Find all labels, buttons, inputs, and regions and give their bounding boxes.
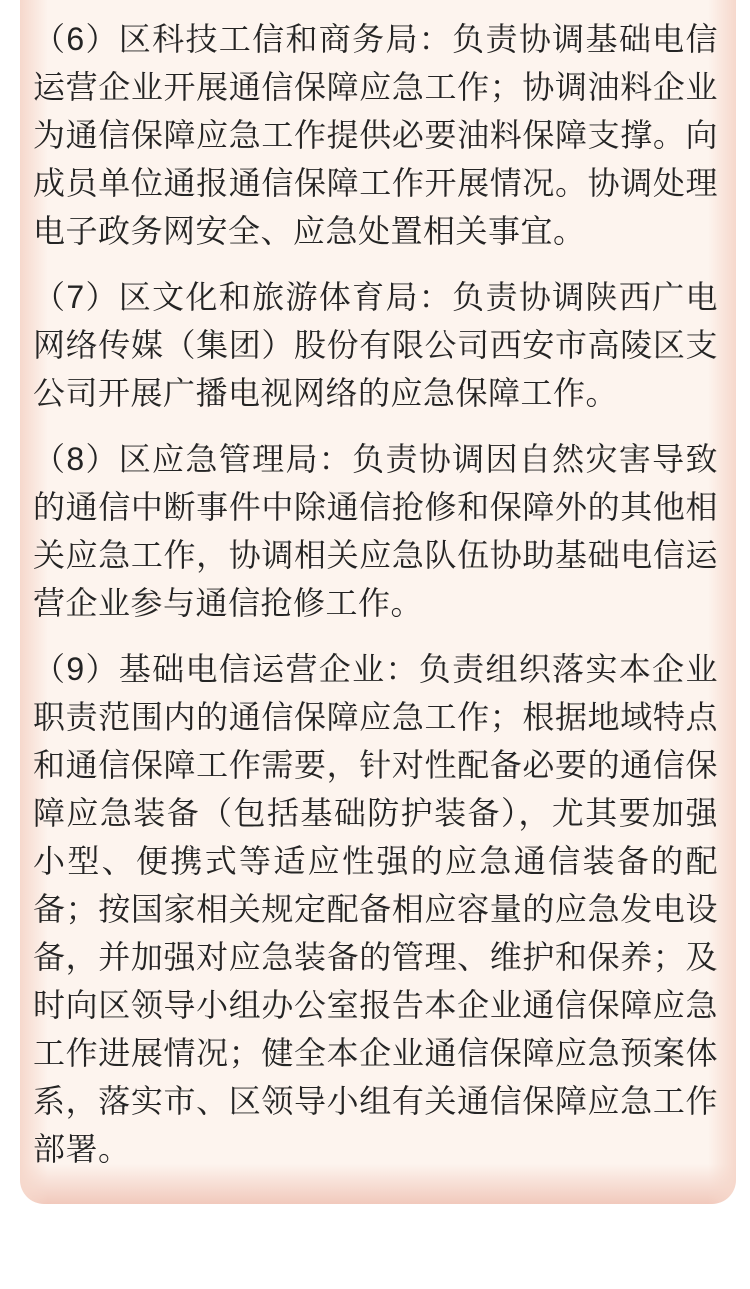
paragraph-item-7: （7）区文化和旅游体育局：负责协调陕西广电网络传媒（集团）股份有限公司西安市高陵区支公司开展广播电视网络的应急保障工作。 [33, 279, 718, 411]
paragraph-item-9: （9）基础电信运营企业：负责组织落实本企业职责范围内的通信保障应急工作；根据地域特点和通信保障工作需要，针对性配备必要的通信保障应急装备（包括基础防护装备），尤其要加强小型、便携式等适应性强的应急通信装备的配备；按国家相关规定配备相应容量的应急发电设备，并加强对应急装备的管理、维护和保养；及时向区领导小组办公室报告本企业通信保障应急工作进展情况；健全本企业通信保障应急预案体系，落实市、区领导小组有关通信保障应急工作部署。 [33, 651, 718, 1167]
paragraph-item-8: （8）区应急管理局：负责协调因自然灾害导致的通信中断事件中除通信抢修和保障外的其他相关应急工作，协调相关应急队伍协助基础电信运营企业参与通信抢修工作。 [33, 441, 718, 621]
article-text-block [33, 15, 718, 1174]
article-content-card [20, 0, 736, 1204]
paragraph-item-6: （6）区科技工信和商务局：负责协调基础电信运营企业开展通信保障应急工作；协调油料企业为通信保障应急工作提供必要油料保障支撑。向成员单位通报通信保障工作开展情况。协调处理电子政务网安全、应急处置相关事宜。 [33, 21, 718, 249]
